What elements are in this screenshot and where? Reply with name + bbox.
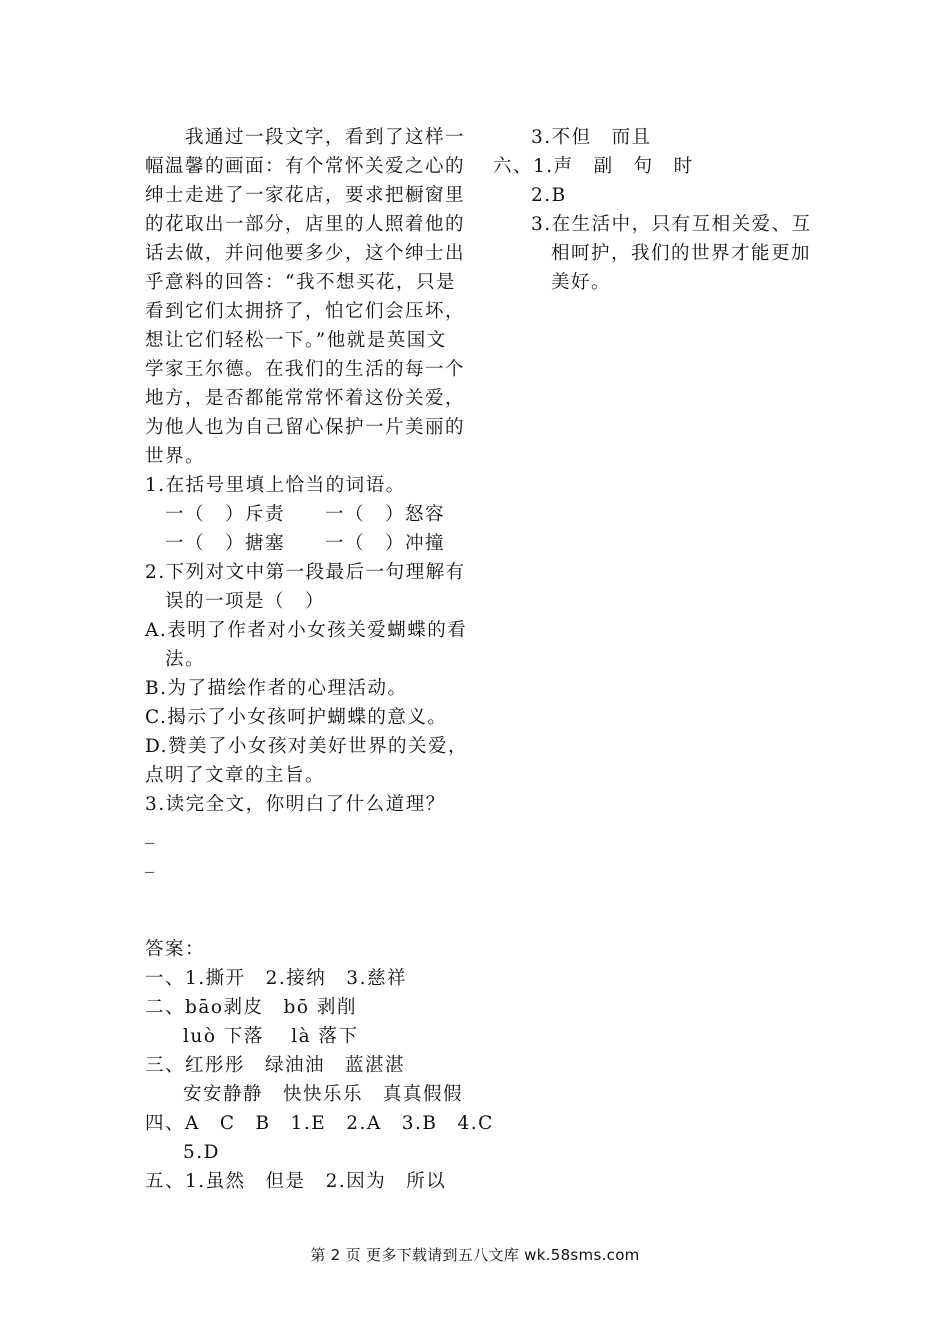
left-column-line: 一（ ）搪塞 一（ ）冲撞	[165, 533, 446, 554]
left-column-line: 1.在括号里填上恰当的词语。	[145, 475, 406, 496]
left-column-line: 幅温馨的画面：有个常怀关爱之心的	[145, 156, 466, 177]
left-column-line: 话去做，并问他要多少，这个绅士出	[145, 243, 466, 264]
right-column-line: 3.不但 而且	[531, 127, 652, 148]
left-column-line: B.为了描绘作者的心理活动。	[145, 678, 408, 699]
left-column-line: 绅士走进了一家花店，要求把橱窗里	[145, 185, 466, 206]
left-column-line: 答案：	[145, 939, 206, 960]
left-column-line: C.揭示了小女孩呵护蝴蝶的意义。	[145, 707, 448, 728]
left-column-line: luò 下落 là 落下	[183, 1026, 359, 1047]
right-column	[493, 123, 813, 297]
left-column-line: _	[145, 823, 156, 844]
left-column-line: 乎意料的回答：“我不想买花，只是	[145, 272, 456, 293]
left-column-line: _	[145, 852, 156, 873]
left-column-line: 五、1.虽然 但是 2.因为 所以	[145, 1171, 447, 1192]
left-column-line: 安安静静 快快乐乐 真真假假	[183, 1084, 464, 1105]
left-column-line: 三、红彤彤 绿油油 蓝湛湛	[145, 1055, 406, 1076]
left-column-line: 二、bāo剥皮 bō 剥削	[145, 997, 357, 1018]
left-column-line: 为他人也为自己留心保护一片美丽的	[145, 417, 466, 438]
right-column-line: 美好。	[551, 272, 612, 293]
left-column-line: 的花取出一部分，店里的人照着他的	[145, 214, 466, 235]
left-column-line: 法。	[165, 649, 206, 670]
left-column	[145, 123, 494, 1196]
left-column-line	[145, 877, 465, 906]
left-column-line: 看到它们太拥挤了，怕它们会压坏，	[145, 301, 466, 322]
left-column-line: 一（ ）斥责 一（ ）怒容	[165, 504, 446, 525]
left-column-line: 5.D	[183, 1142, 220, 1163]
right-column-line: 2.B	[531, 185, 567, 206]
right-column-line: 相呵护，我们的世界才能更加	[551, 243, 812, 264]
page-footer: 第 2 页 更多下载请到五八文库 wk.58sms.com	[310, 1246, 640, 1264]
right-column-line: 六、1.声 副 句 时	[493, 156, 694, 177]
left-column-line	[145, 906, 465, 935]
left-column-line: 点明了文章的主旨。	[145, 765, 326, 786]
left-column-line: 学家王尔德。在我们的生活的每一个	[145, 359, 466, 380]
left-column-line: 误的一项是（ ）	[165, 591, 326, 612]
left-column-line: 我通过一段文字，看到了这样一	[185, 127, 466, 148]
left-column-line: 3.读完全文，你明白了什么道理？	[145, 794, 446, 815]
left-column-line: 地方，是否都能常常怀着这份关爱，	[145, 388, 466, 409]
left-column-line: 想让它们轻松一下。”他就是英国文	[145, 330, 447, 351]
left-column-line: 一、1.撕开 2.接纳 3.慈祥	[145, 968, 407, 989]
left-column-line: D.赞美了小女孩对美好世界的关爱，	[145, 736, 469, 757]
left-column-line: 2.下列对文中第一段最后一句理解有	[145, 562, 466, 583]
left-column-line: A.表明了作者对小女孩关爱蝴蝶的看	[145, 620, 468, 641]
left-column-line: 四、A C B 1.E 2.A 3.B 4.C	[145, 1113, 494, 1134]
left-column-line: 世界。	[145, 446, 206, 467]
right-column-line: 3.在生活中，只有互相关爱、互	[531, 214, 812, 235]
